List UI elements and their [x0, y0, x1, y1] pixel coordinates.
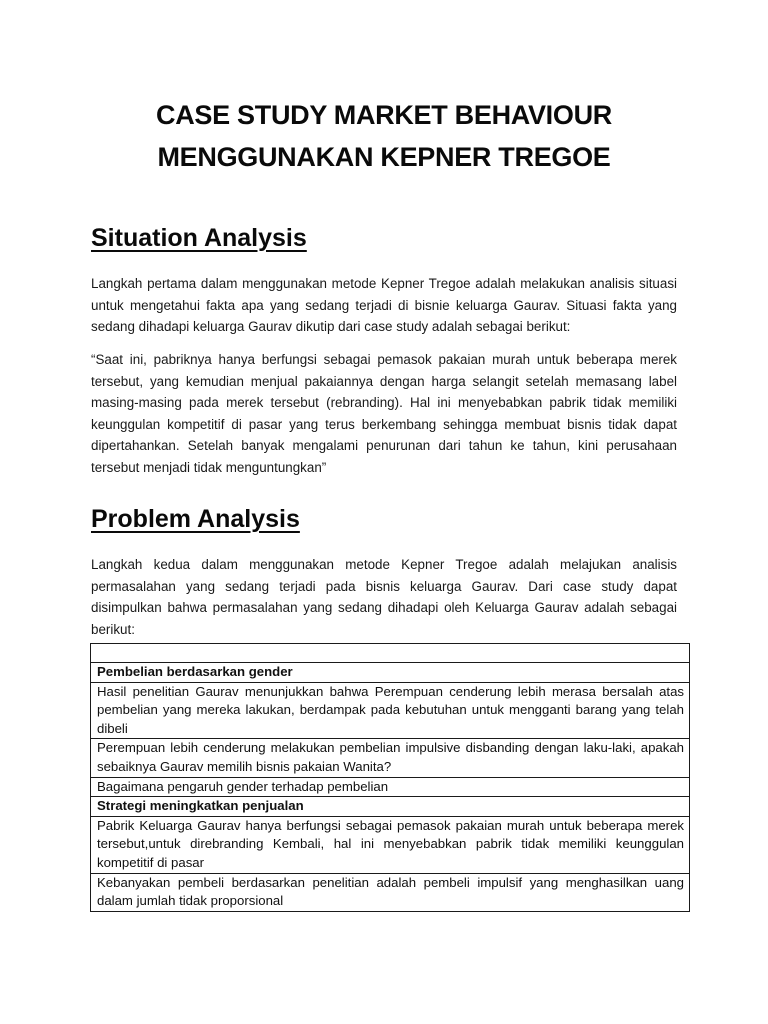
table-cell	[91, 644, 690, 663]
table-row	[91, 644, 690, 663]
page-title-line-1: CASE STUDY MARKET BEHAVIOUR	[156, 100, 612, 130]
problem-paragraph: Langkah kedua dalam menggunakan metode Kepner Tregoe adalah melajukan analisis permasalahan yang sedang terjadi pada bisnis keluarga Gaurav. Dari case study dapat disimpulkan bahwa permasalahan yang sedang dihadapi oleh Keluarga Gaurav adalah sebagai berikut:	[91, 557, 677, 637]
table-cell: Pabrik Keluarga Gaurav hanya berfungsi sebagai pemasok pakaian murah untuk beberapa merek tersebut,untuk direbranding Kembali, hal ini menyebabkan pabrik tidak memiliki keunggulan kompetitif di pasar	[91, 816, 690, 873]
table-row	[91, 682, 690, 739]
situation-paragraph: Langkah pertama dalam menggunakan metode Kepner Tregoe adalah melakukan analisis situasi untuk mengetahui fakta apa yang sedang terjadi di bisnie keluarga Gaurav. Situasi fakta yang sedang dihadapi keluarga Gaurav dikutip dari case study adalah sebagai berikut:	[91, 276, 677, 335]
problem-analysis-heading: Problem Analysis	[91, 505, 300, 533]
table-row	[91, 739, 690, 777]
table-cell: Kebanyakan pembeli berdasarkan penelitian adalah pembeli impulsif yang menghasilkan uang dalam jumlah tidak proporsional	[91, 873, 690, 911]
table-cell-heading: Pembelian berdasarkan gender	[91, 663, 690, 683]
problem-table	[90, 643, 690, 912]
table-cell: Hasil penelitian Gaurav menunjukkan bahwa Perempuan cenderung lebih merasa bersalah atas pembelian yang mereka lakukan, berdampak pada kebutuhan untuk mengganti barang yang telah dibeli	[91, 682, 690, 739]
page-title	[0, 94, 768, 178]
table-row	[91, 816, 690, 873]
situation-analysis-heading: Situation Analysis	[91, 224, 307, 252]
page-title-line-2: MENGGUNAKAN KEPNER TREGOE	[157, 142, 611, 172]
table-cell: Bagaimana pengaruh gender terhadap pembelian	[91, 777, 690, 797]
situation-quote-paragraph: “Saat ini, pabriknya hanya berfungsi sebagai pemasok pakaian murah untuk beberapa merek tersebut, yang kemudian menjual pakaiannya dengan harga selangit setelah memasang label masing-masing pada merek tersebut (rebranding). Hal ini menyebabkan pabrik tidak memiliki keunggulan kompetitif di pasar yang terus berkembang sehingga membuat bisnis tidak dapat dipertahankan. Setelah banyak mengalami penurunan dari tahun ke tahun, kini perusahaan tersebut menjadi tidak menguntungkan”	[91, 352, 677, 475]
table-cell-heading: Strategi meningkatkan penjualan	[91, 797, 690, 817]
table-row	[91, 777, 690, 797]
table-row	[91, 663, 690, 683]
table-row	[91, 797, 690, 817]
table-row	[91, 873, 690, 911]
table-cell: Perempuan lebih cenderung melakukan pembelian impulsive disbanding dengan laku-laki, apakah sebaiknya Gaurav memilih bisnis pakaian Wanita?	[91, 739, 690, 777]
